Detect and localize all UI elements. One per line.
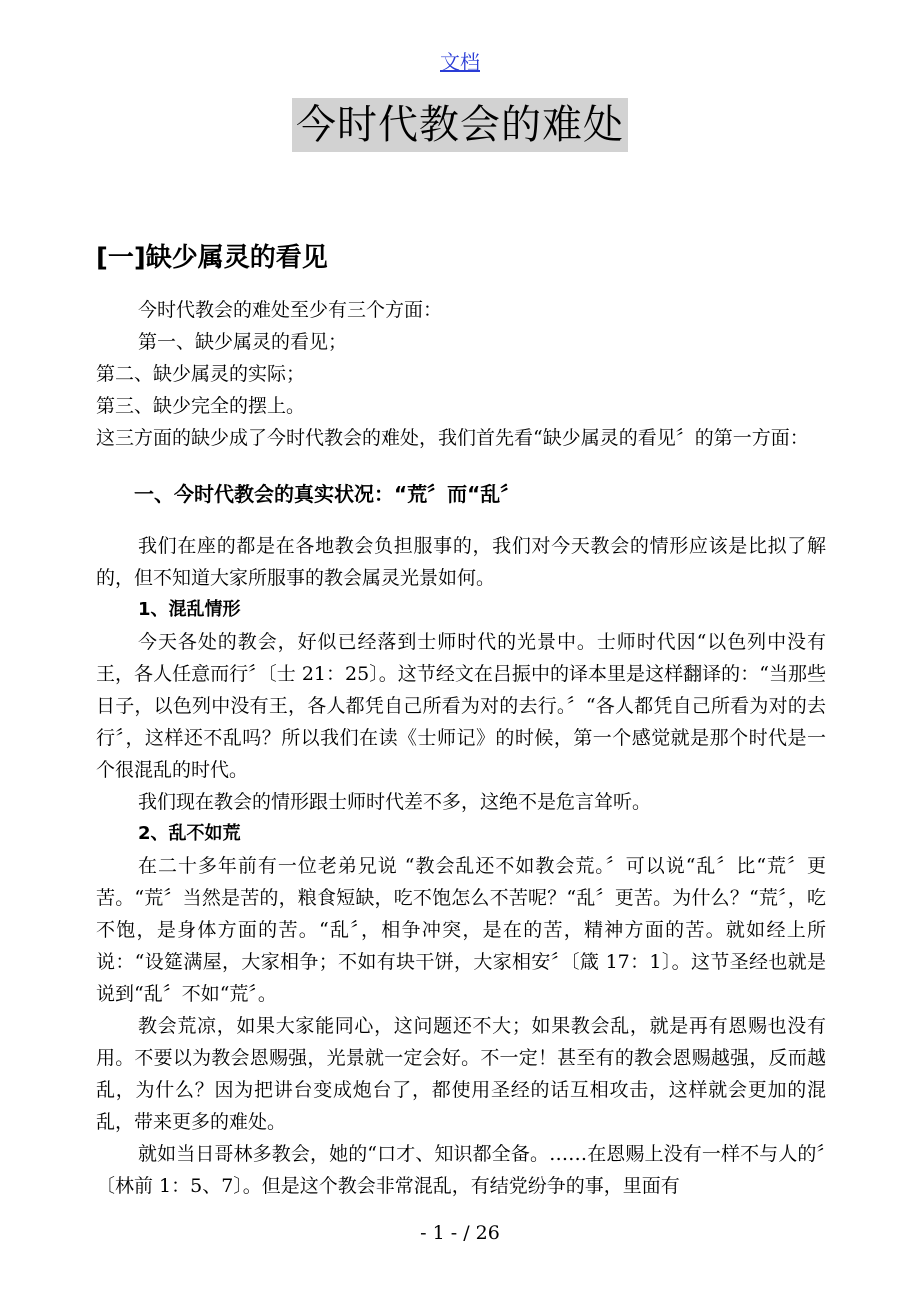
part1-paragraph-1: 我们在座的都是在各地教会负担服事的，我们对今天教会的情形应该是比拟了解的，但不知道大家所服事的教会属灵光景如何。 (96, 535, 826, 589)
title-wrapper (0, 98, 920, 152)
part1-heading: 1、混乱情形 (138, 599, 241, 620)
intro-paragraph-4: 第三、缺少完全的摆上。 (96, 395, 306, 417)
document-title: 今时代教会的难处 (292, 98, 628, 152)
header-doc-link[interactable]: 文档 (440, 50, 480, 74)
subheading: 一、今时代教会的真实状况：“荒〞而“乱〞 (134, 482, 521, 506)
intro-block (96, 294, 826, 1202)
intro-paragraph-2: 第一、缺少属灵的看见； (138, 331, 348, 353)
part2-paragraph-3: 就如当日哥林多教会，她的“口才、知识都全备。……在恩赐上没有一样不与人的〞〔林前 1：5、7〕。但是这个教会非常混乱，有结党纷争的事，里面有 (96, 1143, 826, 1197)
part2-paragraph-2: 教会荒凉，如果大家能同心，这问题还不大；如果教会乱，就是再有恩赐也没有用。不要以为教会恩赐强，光景就一定会好。不一定！甚至有的教会恩赐越强，反而越乱，为什么？因为把讲台变成炮台了，都使用圣经的话互相攻击，这样就会更加的混乱，带来更多的难处。 (96, 1015, 826, 1133)
part1-paragraph-2: 今天各处的教会，好似已经落到士师时代的光景中。士师时代因“以色列中没有王，各人任意而行〞〔士 21：25〕。这节经文在吕振中的译本里是这样翻译的：“当那些日子，以色列中没有王，各人都凭自己所看为对的去行。〞“各人都凭自己所看为对的去行〞，这样还不乱吗？所以我们在读《士师记》的时候，第一个感觉就是那个时代是一个很混乱的时代。 (96, 631, 826, 781)
intro-paragraph-1: 今时代教会的难处至少有三个方面： (138, 299, 443, 321)
part2-paragraph-1: 在二十多年前有一位老弟兄说 “教会乱还不如教会荒。〞可以说“乱〞比“荒〞更苦。“荒〞当然是苦的，粮食短缺，吃不饱怎么不苦呢？“乱〞更苦。为什么？“荒〞，吃不饱，是身体方面的苦。“乱〞，相争冲突，是在的苦，精神方面的苦。就如经上所说：“设筵满屋，大家相争；不如有块干饼，大家相安〞〔箴 17：1〕。这节圣经也就是说到“乱〞不如“荒〞。 (96, 855, 826, 1005)
intro-paragraph-5: 这三方面的缺少成了今时代教会的难处，我们首先看“缺少属灵的看见〞的第一方面： (96, 427, 809, 449)
part2-heading: 2、乱不如荒 (138, 823, 241, 844)
page-number: - 1 - / 26 (420, 1222, 500, 1244)
section-heading: [一]缺少属灵的看见 (96, 243, 328, 273)
part1-paragraph-3: 我们现在教会的情形跟士师时代差不多，这绝不是危言耸听。 (138, 791, 652, 813)
intro-paragraph-3: 第二、缺少属灵的实际； (96, 363, 306, 385)
